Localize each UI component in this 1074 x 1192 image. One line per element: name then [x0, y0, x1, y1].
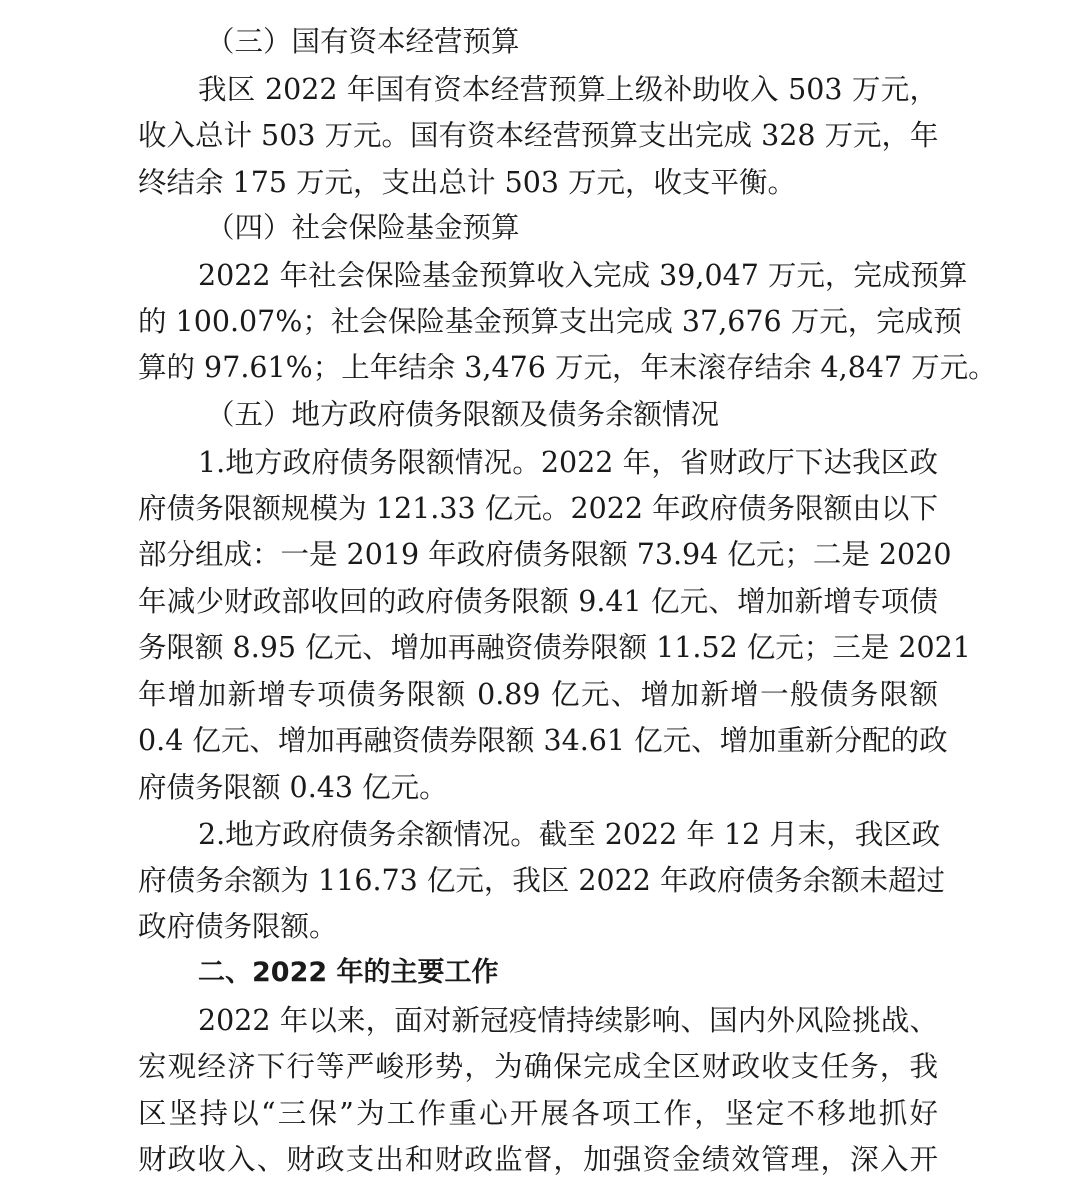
section-heading-social-insurance: （四）社会保险基金预算 — [206, 211, 520, 244]
paragraph-line: 收入总计 503 万元。国有资本经营预算支出完成 328 万元，年 — [138, 119, 939, 152]
paragraph-line: 2.地方政府债务余额情况。截至 2022 年 12 月末，我区政 — [198, 818, 941, 851]
section-heading-state-capital: （三）国有资本经营预算 — [206, 25, 520, 58]
chapter-heading-main-work-2022: 二、2022 年的主要工作 — [198, 957, 499, 988]
paragraph-line: 算的 97.61%；上年结余 3,476 万元，年末滚存结余 4,847 万元。 — [138, 351, 997, 384]
paragraph-line: 财政收入、财政支出和财政监督，加强资金绩效管理，深入开 — [138, 1143, 938, 1176]
paragraph-line: 1.地方政府债务限额情况。2022 年，省财政厅下达我区政 — [198, 446, 938, 479]
paragraph-line: 2022 年以来，面对新冠疫情持续影响、国内外风险挑战、 — [198, 1004, 938, 1037]
paragraph-line: 宏观经济下行等严峻形势，为确保完成全区财政收支任务，我 — [138, 1050, 938, 1083]
paragraph-line: 区坚持以“三保”为工作重心开展各项工作，坚定不移地抓好 — [138, 1097, 938, 1130]
paragraph-line: 年减少财政部收回的政府债务限额 9.41 亿元、增加新增专项债 — [138, 585, 938, 618]
paragraph-line: 府债务余额为 116.73 亿元，我区 2022 年政府债务余额未超过 — [138, 864, 945, 897]
paragraph-line: 务限额 8.95 亿元、增加再融资债券限额 11.52 亿元；三是 2021 — [138, 631, 971, 664]
paragraph-line: 府债务限额 0.43 亿元。 — [138, 771, 448, 804]
section-heading-local-debt: （五）地方政府债务限额及债务余额情况 — [206, 398, 720, 431]
paragraph-line: 政府债务限额。 — [138, 910, 338, 943]
paragraph-line: 部分组成：一是 2019 年政府债务限额 73.94 亿元；二是 2020 — [138, 538, 952, 571]
paragraph-line: 终结余 175 万元，支出总计 503 万元，收支平衡。 — [138, 166, 797, 199]
paragraph-line: 年增加新增专项债务限额 0.89 亿元、增加新增一般债务限额 — [138, 678, 938, 711]
paragraph-line: 0.4 亿元、增加再融资债券限额 34.61 亿元、增加重新分配的政 — [138, 724, 948, 757]
paragraph-line: 府债务限额规模为 121.33 亿元。2022 年政府债务限额由以下 — [138, 492, 938, 525]
paragraph-line: 我区 2022 年国有资本经营预算上级补助收入 503 万元， — [198, 73, 938, 106]
paragraph-line: 2022 年社会保险基金预算收入完成 39,047 万元，完成预算 — [198, 259, 968, 292]
paragraph-line: 的 100.07%；社会保险基金预算支出完成 37,676 万元，完成预 — [138, 305, 962, 338]
